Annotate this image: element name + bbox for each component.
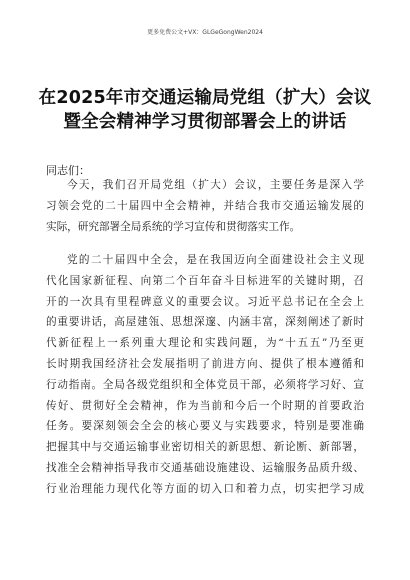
salutation: 同志们： [46, 164, 90, 177]
paragraph-line: 任务。要深刻领会全会的核心要义与实践要求，特别是要准确 [46, 420, 364, 433]
paragraph-line: 开的一次具有里程碑意义的重要会议。习近平总书记在全会上 [46, 295, 364, 308]
paragraph-line: 长时期我国经济社会发展指明了前进方向、提供了根本遵循和 [46, 357, 364, 370]
paragraph-line: 找准全会精神指导我市交通基础设施建设、运输服务品质升级、 [46, 461, 364, 474]
paragraph-line: 党的二十届四中全会，是在我国迈向全面建设社会主义现 [67, 254, 364, 266]
paragraph-1 [46, 175, 364, 237]
paragraph-line: 行业治理能力现代化等方面的切入口和着力点，切实把学习成 [46, 482, 364, 495]
paragraph-line: 习领会党的二十届四中全会精神，并结合我市交通运输发展的 [46, 199, 364, 212]
paragraph-2 [46, 250, 364, 500]
header-note: 更多免费公文+VX：GLGeGongWen2024 [147, 29, 263, 36]
paragraph-line: 的重要讲话，高屋建瓴、思想深邃、内涵丰富，深刻阐述了新时 [46, 316, 364, 329]
document-title-line-1: 在2025年市交通运输局党组（扩大）会议 [38, 88, 372, 108]
paragraph-line: 把握其中与交通运输事业密切相关的新思想、新论断、新部署， [46, 441, 364, 454]
paragraph-line: 实际，研究部署全局系统的学习宣传和贯彻落实工作。 [46, 220, 301, 233]
paragraph-line: 传好、贯彻好全会精神，作为当前和今后一个时期的首要政治 [46, 399, 364, 412]
document-title-line-2: 暨全会精神学习贯彻部署会上的讲话 [63, 112, 347, 132]
paragraph-line: 代化国家新征程、向第二个百年奋斗目标进军的关键时期，召 [46, 274, 364, 287]
paragraph-line: 代新征程上一系列重大理论和实践问题，为“十五五”乃至更 [46, 337, 364, 350]
paragraph-line: 行动指南。全局各级党组织和全体党员干部，必须将学习好、宣 [46, 378, 364, 391]
paragraph-line: 今天，我们召开局党组（扩大）会议，主要任务是深入学 [67, 179, 364, 191]
